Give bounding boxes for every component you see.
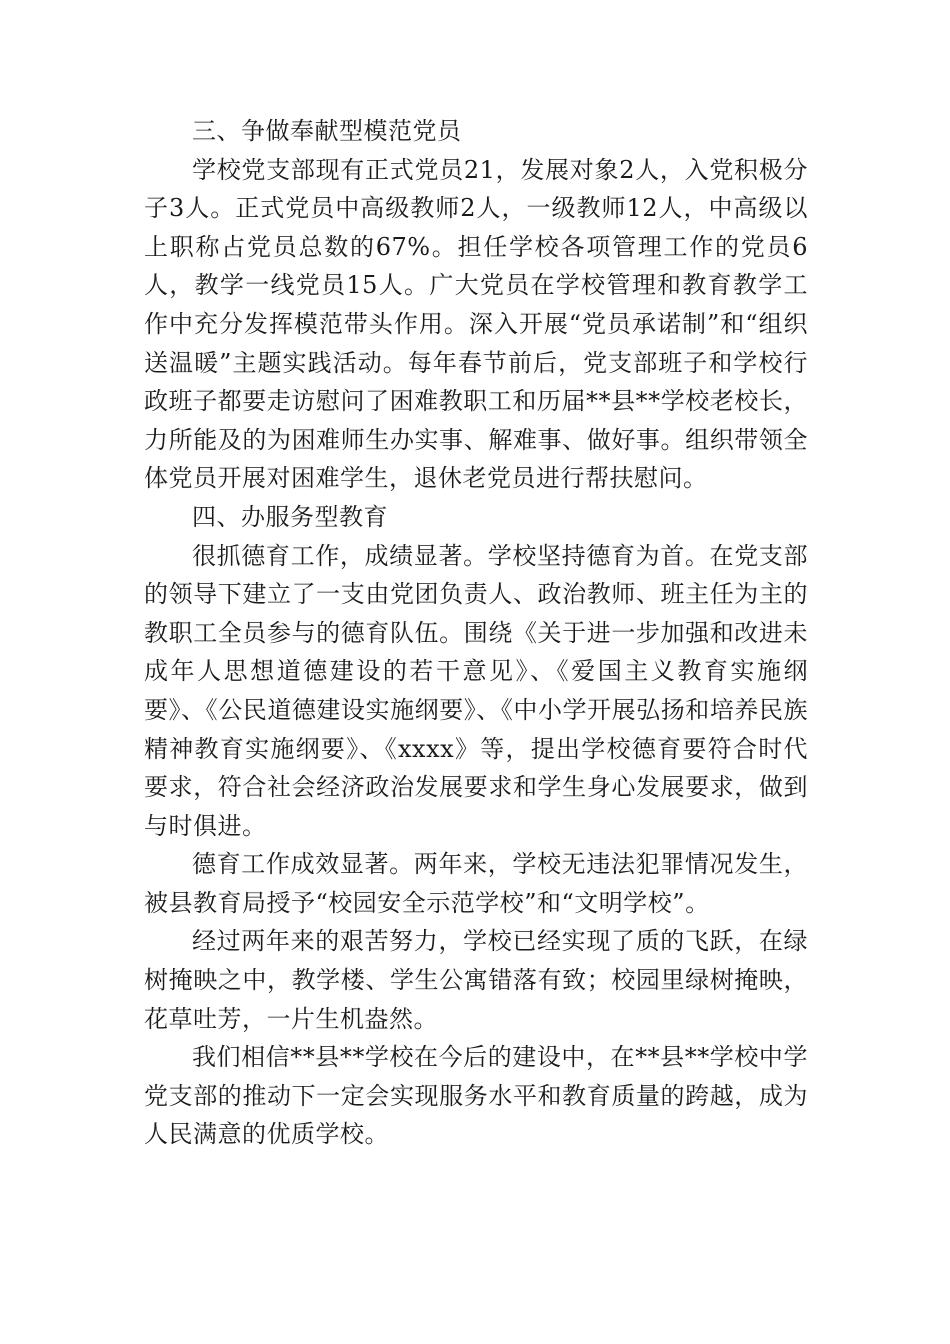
paragraph: 德育工作成效显著。两年来，学校无违法犯罪情况发生，被县教育局授予“校园安全示范学校”和“文明学校”。 (144, 850, 808, 917)
paragraph: 经过两年来的艰苦努力，学校已经实现了质的飞跃，在绿树掩映之中，教学楼、学生公寓错落有致；校园里绿树掩映，花草吐芳，一片生机盎然。 (144, 927, 808, 1033)
paragraph: 我们相信**县**学校在今后的建设中，在**县**学校中学党支部的推动下一定会实现服务水平和教育质量的跨越，成为人民满意的优质学校。 (144, 1043, 808, 1149)
section-heading: 四、办服务型教育 (192, 502, 388, 531)
section-heading: 三、争做奉献型模范党员 (192, 117, 462, 145)
paragraph: 学校党支部现有正式党员21，发展对象2人，入党积极分子3人。正式党员中高级教师2人，一级教师12人，中高级以上职称占党员总数的67%。担任学校各项管理工作的党员6人，教学一线党员15人。广大党员在学校管理和教育教学工作中充分发挥模范带头作用。深入开展“党员承诺制”和“组织送温暖”主题实践活动。每年春节前后，党支部班子和学校行政班子都要走访慰问了困难教职工和历届**县**学校老校长，力所能及的为困难师生办实事、解难事、做好事。组织带领全体党员开展对困难学生，退休老党员进行帮扶慰问。 (144, 155, 808, 493)
section-3 (144, 112, 808, 498)
section-4 (144, 498, 808, 1154)
document-page (144, 112, 808, 1154)
paragraph: 很抓德育工作，成绩显著。学校坚持德育为首。在党支部的领导下建立了一支由党团负责人、政治教师、班主任为主的教职工全员参与的德育队伍。围绕《关于进一步加强和改进未成年人思想道德建设的若干意见》、《爱国主义教育实施纲要》、《公民道德建设实施纲要》、《中小学开展弘扬和培养民族精神教育实施纲要》、《xxxx》等，提出学校德育要符合时代要求，符合社会经济政治发展要求和学生身心发展要求，做到与时俱进。 (144, 541, 808, 840)
